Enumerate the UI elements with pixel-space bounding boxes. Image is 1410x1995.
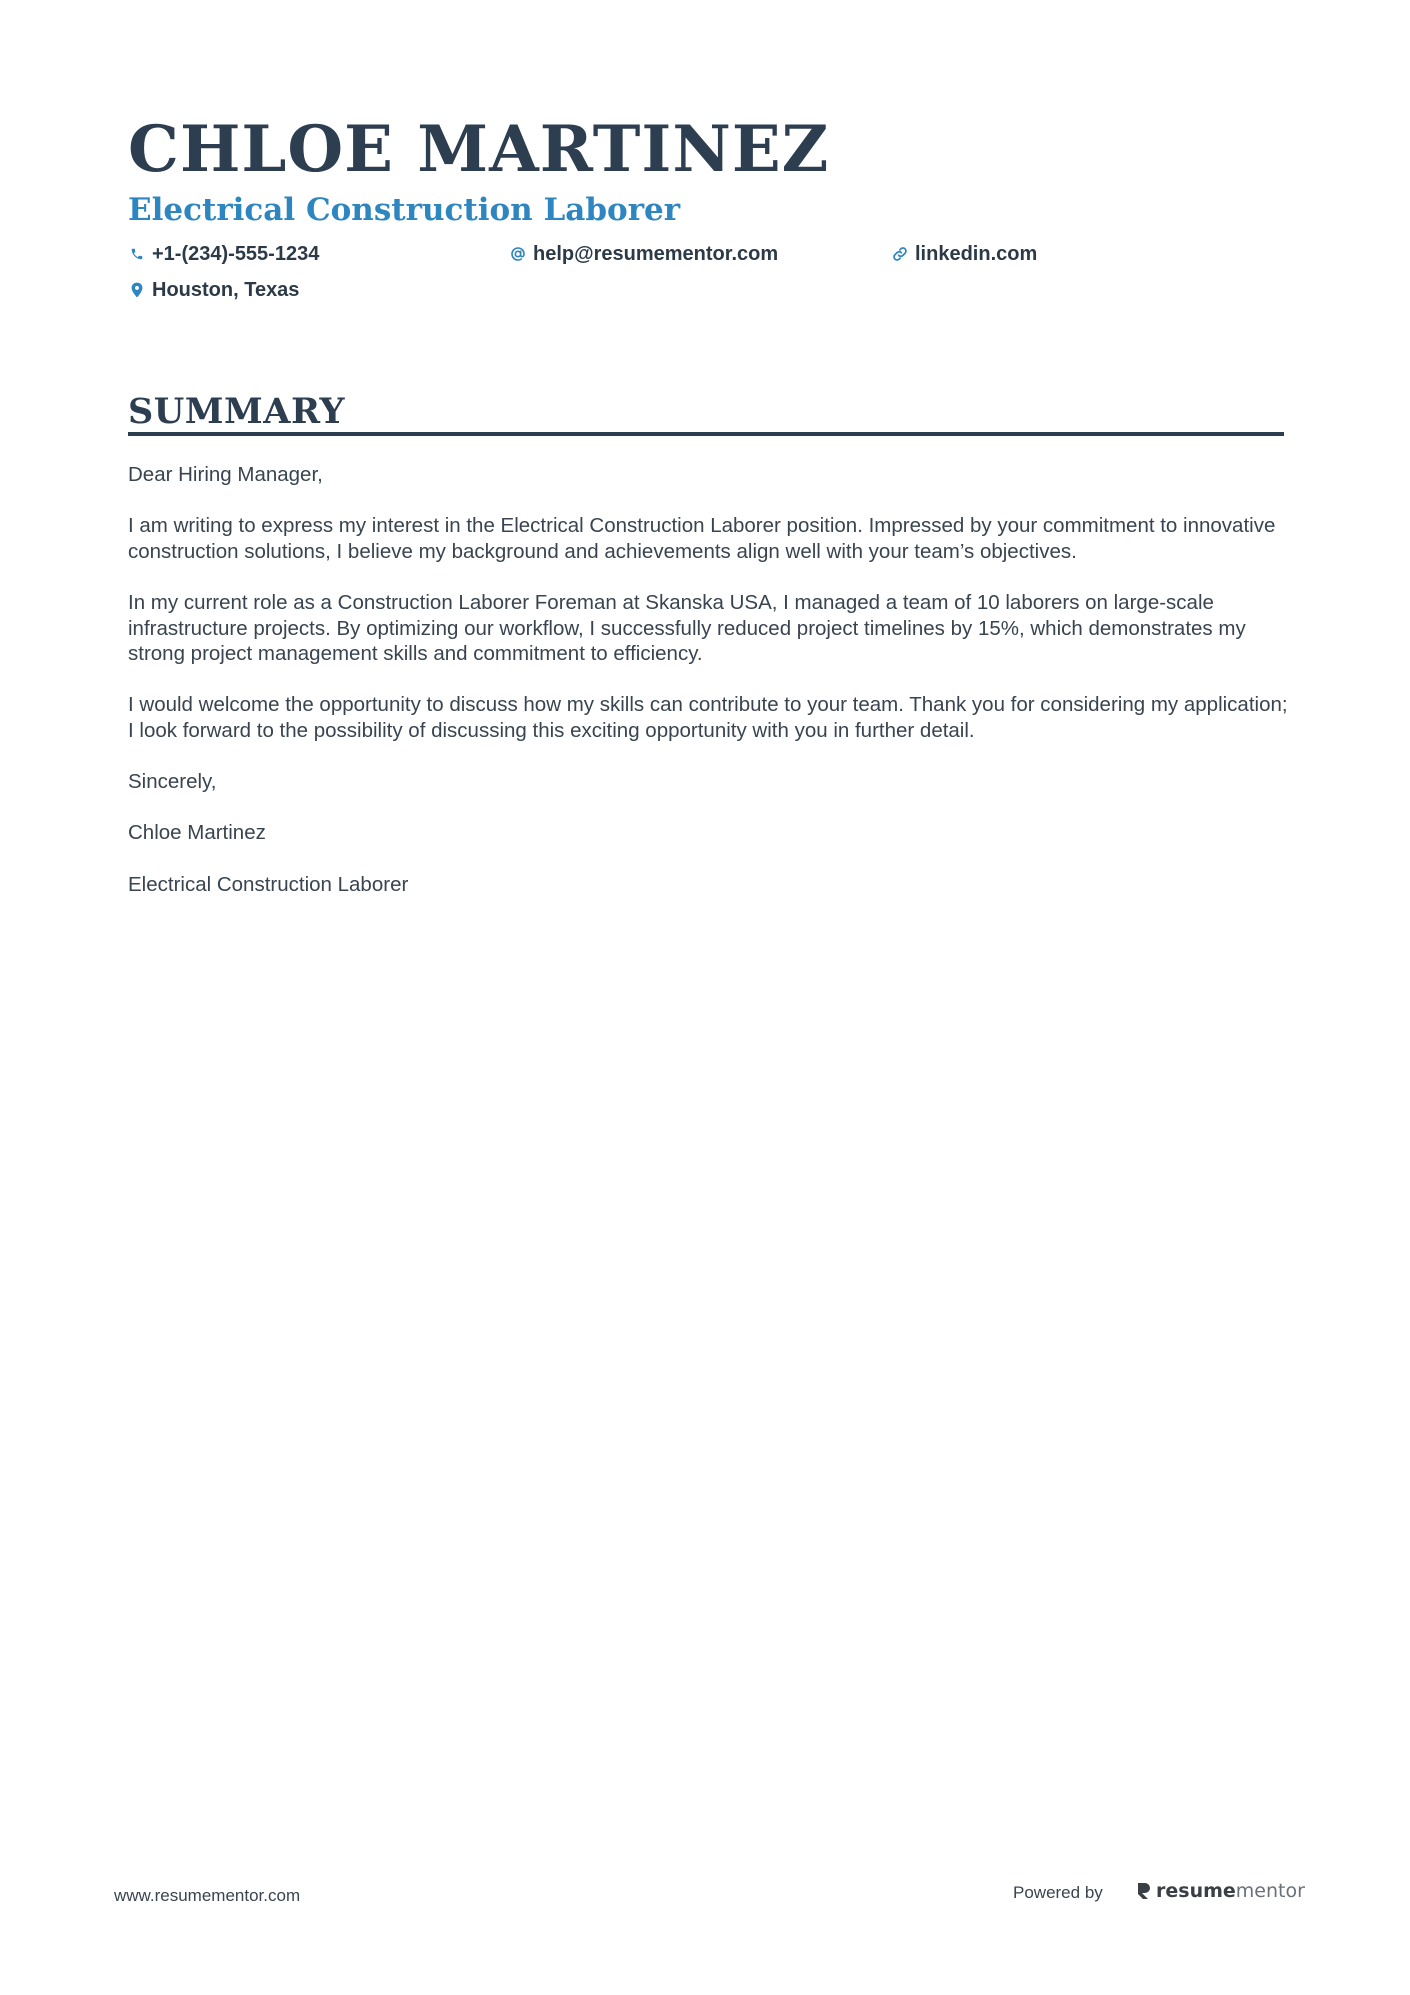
signature-name: Chloe Martinez <box>128 821 266 845</box>
contact-phone <box>128 240 319 268</box>
section-title-summary: SUMMARY <box>128 391 345 432</box>
email-text[interactable]: help@resumementor.com <box>533 242 779 265</box>
link-icon <box>891 245 909 263</box>
letter-greeting: Dear Hiring Manager, <box>128 463 323 486</box>
brand-logo[interactable] <box>1136 1880 1305 1902</box>
contact-website <box>891 240 1037 268</box>
brand-name-light: mentor <box>1235 1880 1305 1902</box>
brand-name-bold: resume <box>1156 1880 1236 1902</box>
letter-paragraph: In my current role as a Construction Laborer Foreman at Skanska USA, I managed a team of 10 laborers on large-scale infrastructure projects. By optimizing our workflow, I successfully reduced project timelines by 15%, which demonstrates my strong project management skills and commitment to efficiency. <box>128 590 1246 666</box>
job-title: Electrical Construction Laborer <box>128 192 681 228</box>
letter-paragraph: I would welcome the opportunity to discuss how my skills can contribute to your team. Thank you for considering my application; I look forward to the possibility of discussing this exciting opportunity with you in further detail. <box>128 693 1288 742</box>
brand-mark-icon <box>1136 1881 1152 1901</box>
section-divider <box>128 432 1284 436</box>
map-pin-icon <box>128 281 146 299</box>
powered-by-label: Powered by <box>1013 1883 1103 1902</box>
candidate-name: CHLOE MARTINEZ <box>128 112 830 187</box>
letter-body <box>128 462 1288 923</box>
contact-email <box>509 240 778 268</box>
website-text[interactable]: linkedin.com <box>915 242 1038 265</box>
letter-closing: Sincerely, <box>128 770 217 794</box>
location-text: Houston, Texas <box>152 278 300 301</box>
phone-text: +1-(234)-555-1234 <box>152 242 320 265</box>
letter-paragraph: I am writing to express my interest in the Electrical Construction Laborer position. Impressed by your commitment to innovative construction solutions, I believe my background and achievements align well with your team’s objectives. <box>128 514 1276 563</box>
signature-title: Electrical Construction Laborer <box>128 872 409 896</box>
footer-url[interactable]: www.resumementor.com <box>114 1886 301 1905</box>
phone-icon <box>128 245 146 263</box>
contact-location <box>128 276 299 304</box>
at-icon <box>509 245 527 263</box>
